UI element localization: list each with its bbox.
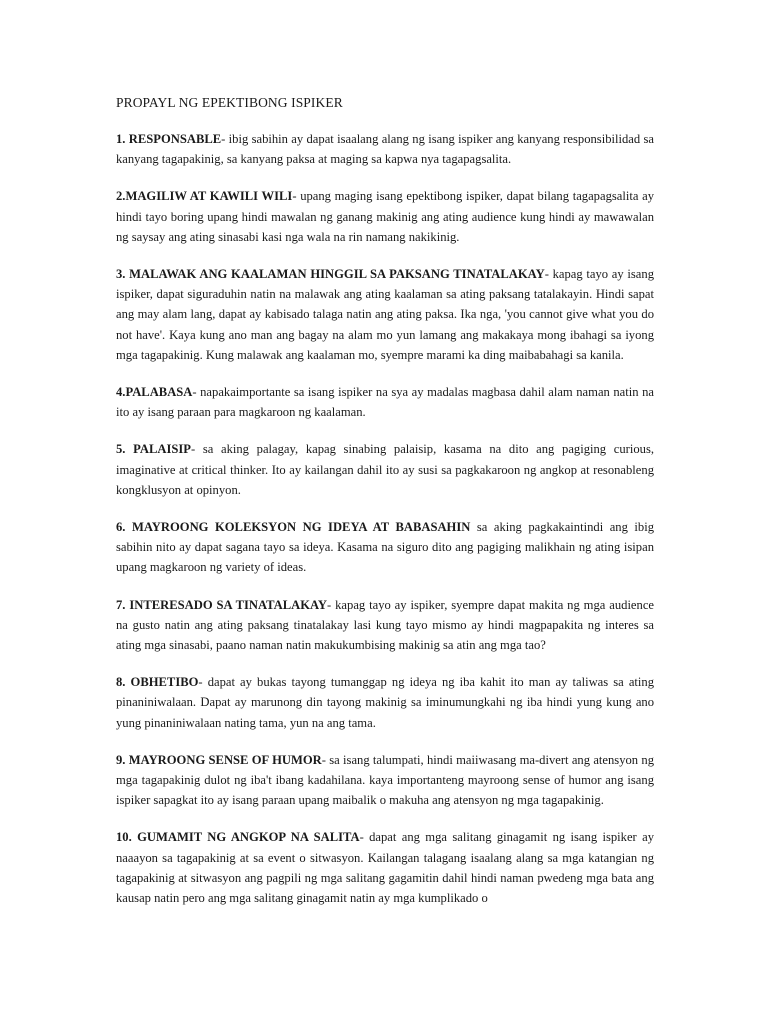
item-text: - kapag tayo ay isang ispiker, dapat siguraduhin natin na malawak ang ating kaalaman sa ating paksang tatalakayin. Hindi sapat ang may alam lang, dapat ay kabisado talaga natin ang ating paksa. Ika nga, 'you cannot give what you do not have'. Kaya kung ano man ang bagay na alam mo yun lamang ang makakaya mong ibahagi sa iyong mga tagapakinig. Kung malawak ang kaalaman mo, syempre marami ka ding maibabahagi sa kanila. (116, 267, 654, 362)
item-koleksyon-ng-ideya (116, 517, 654, 578)
item-heading: 5. PALAISIP (116, 442, 191, 457)
item-heading: 2.MAGILIW AT KAWILI WILI (116, 189, 293, 204)
item-palaisip (116, 439, 654, 500)
document-title: PROPAYL NG EPEKTIBONG ISPIKER (116, 95, 343, 110)
item-responsable (116, 129, 654, 169)
item-heading: 1. RESPONSABLE (116, 132, 222, 146)
item-text: sa aking pagkakaintindi ang ibig sabihin nito ay dapat sagana tayo sa ideya. Kasama na siguro dito ang pagiging malikhain ng ating isipan upang magkaroon ng variety of ideas. (116, 520, 654, 575)
item-text: - sa aking palagay, kapag sinabing palaisip, kasama na dito ang pagiging curious, imaginative at critical thinker. Ito ay kailangan dahil ito ay susi sa pagkakaroon ng angkop at resonableng kongklusyon at opinyon. (116, 442, 654, 497)
item-heading: 9. MAYROONG SENSE OF HUMOR (116, 752, 322, 767)
item-interesado (116, 595, 654, 656)
item-obhetibo (116, 672, 654, 733)
item-angkop-na-salita (116, 827, 654, 908)
item-text: - kapag tayo ay ispiker, syempre dapat makita ng mga audience na gusto natin ang ating paksang tinatalakay lasi kung tayo mismo ay hindi magpapakita ng interes sa ating mga sinasabi, paano naman natin makukumbising makinig sa atin ang mga tao? (116, 597, 655, 653)
item-text: - dapat ay bukas tayong tumanggap ng ideya ng iba kahit ito man ay taliwas sa ating pinaniniwalaan. Dapat ay marunong din tayong makinig sa iminumungkahi ng iba hindi yung kung ano yung pinaniniwalaan nating tama, yun na ang tama. (116, 675, 654, 730)
item-heading: 6. MAYROONG KOLEKSYON NG IDEYA AT BABASAHIN (116, 520, 471, 535)
item-text: - napakaimportante sa isang ispiker na sya ay madalas magbasa dahil alam naman natin na ito ay isang paraan para magkaroon ng kaalaman. (116, 385, 654, 420)
item-heading: 4.PALABASA (116, 385, 193, 400)
item-malawak-ang-kaalaman (116, 264, 654, 365)
item-heading: 8. OBHETIBO (116, 675, 199, 690)
item-palabasa (116, 382, 654, 422)
item-text: - sa isang talumpati, hindi maiiwasang ma-divert ang atensyon ng mga tagapakinig dulot ng iba't ibang kadahilana. kaya importanteng mayroong sense of humor ang isang ispiker sapagkat ito ay isang paraan upang maibalik o makuha ang atensyon ng mga tagapakinig. (116, 752, 654, 808)
item-heading: 7. INTERESADO SA TINATALAKAY (116, 597, 328, 612)
item-sense-of-humor (116, 750, 654, 811)
item-heading: 10. GUMAMIT NG ANGKOP NA SALITA (116, 830, 360, 845)
item-magiliw (116, 186, 654, 247)
item-text: - upang maging isang epektibong ispiker, dapat bilang tagapagsalita ay hindi tayo boring upang hindi mawalan ng ganang makinig ang ating audience kung hindi ay mawawalan ng saysay ang ating sinasabi kasi nga wala na rin namang nakikinig. (116, 189, 655, 244)
item-heading: 3. MALAWAK ANG KAALAMAN HINGGIL SA PAKSANG TINATALAKAY (116, 267, 545, 282)
item-text: - dapat ang mga salitang ginagamit ng isang ispiker ay naaayon sa tagapakinig at sa event o sitwasyon. Kailangan talagang isaalang alang sa mga katangian ng tagapakinig at sitwasyon ang pagpili ng mga salitang gagamitin dahil hindi naman pwedeng mga bata ang kausap natin pero ang mga salitang ginagamit natin ay mga kumplikado o (116, 830, 654, 906)
item-text: - ibig sabihin ay dapat isaalang alang ng isang ispiker ang kanyang responsibilidad sa kanyang tagapakinig, sa kanyang paksa at maging sa kapwa nya tagapagsalita. (116, 132, 654, 167)
